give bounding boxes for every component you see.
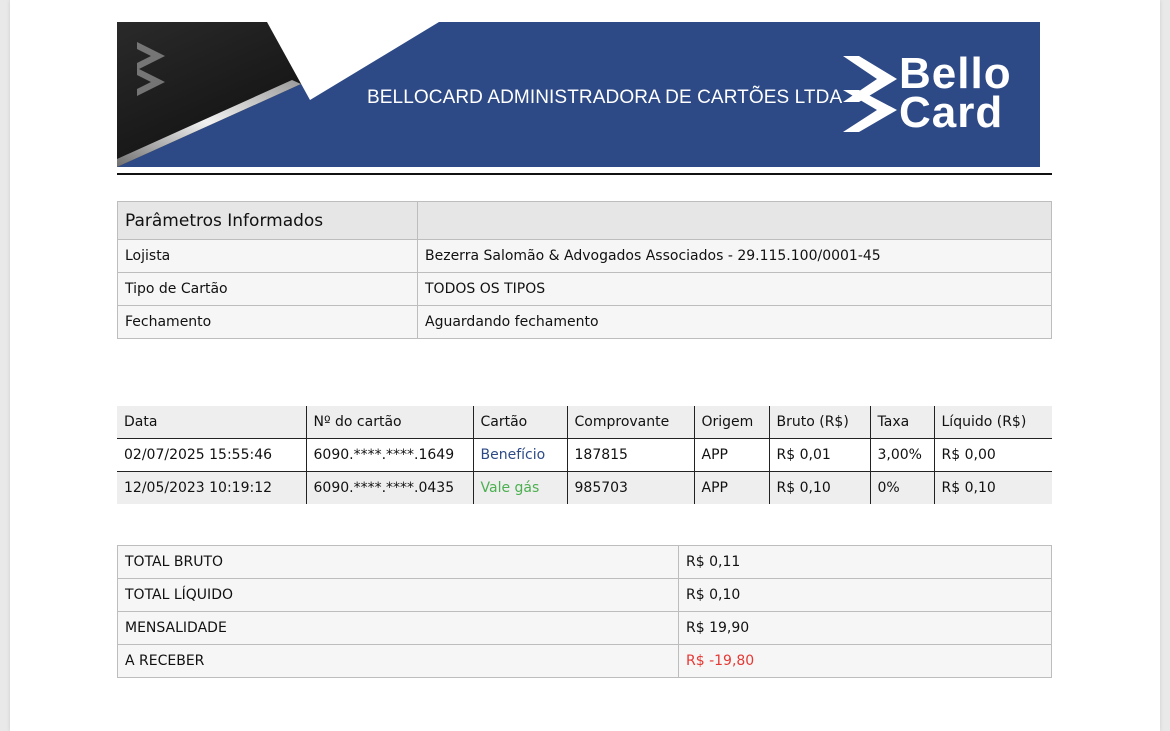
logo-chevron-icon [839, 52, 901, 137]
col-header-liquido: Líquido (R$) [934, 406, 1052, 439]
company-name: BELLOCARD ADMINISTRADORA DE CARTÕES LTDA [367, 87, 843, 108]
total-bruto-value: R$ 0,11 [679, 546, 1052, 579]
totals-row [118, 579, 1052, 612]
a-receber-label: A RECEBER [118, 645, 679, 678]
total-liquido-label: TOTAL LÍQUIDO [118, 579, 679, 612]
table-row [117, 439, 1052, 472]
cell-comprovante: 985703 [567, 472, 694, 505]
cell-origem: APP [694, 472, 769, 505]
header-divider [117, 173, 1052, 175]
totals-table [117, 545, 1052, 678]
header-banner [117, 22, 1040, 167]
param-label-lojista: Lojista [118, 240, 418, 273]
logo-text-line2: Card [899, 88, 1004, 137]
parameters-header-empty [418, 202, 1052, 240]
parameters-row [118, 273, 1052, 306]
cell-bruto: R$ 0,01 [769, 439, 870, 472]
cell-taxa: 0% [870, 472, 934, 505]
col-header-comprovante: Comprovante [567, 406, 694, 439]
cell-liquido: R$ 0,00 [934, 439, 1052, 472]
cell-numero-cartao: 6090.****.****.0435 [306, 472, 473, 505]
cell-origem: APP [694, 439, 769, 472]
cell-cartao: Vale gás [473, 472, 567, 505]
param-value-tipo-cartao: TODOS OS TIPOS [418, 273, 1052, 306]
transactions-table [117, 406, 1052, 504]
cell-taxa: 3,00% [870, 439, 934, 472]
parameters-title: Parâmetros Informados [118, 202, 418, 240]
cell-data: 02/07/2025 15:55:46 [117, 439, 306, 472]
transactions-header-row [117, 406, 1052, 439]
total-bruto-label: TOTAL BRUTO [118, 546, 679, 579]
total-liquido-value: R$ 0,10 [679, 579, 1052, 612]
param-label-tipo-cartao: Tipo de Cartão [118, 273, 418, 306]
cell-numero-cartao: 6090.****.****.1649 [306, 439, 473, 472]
col-header-numero-cartao: Nº do cartão [306, 406, 473, 439]
cell-data: 12/05/2023 10:19:12 [117, 472, 306, 505]
a-receber-value: R$ -19,80 [679, 645, 1052, 678]
document-page [10, 0, 1160, 731]
col-header-origem: Origem [694, 406, 769, 439]
totals-row [118, 612, 1052, 645]
parameters-row [118, 240, 1052, 273]
mensalidade-value: R$ 19,90 [679, 612, 1052, 645]
cell-bruto: R$ 0,10 [769, 472, 870, 505]
parameters-row [118, 306, 1052, 339]
parameters-table [117, 201, 1052, 339]
col-header-bruto: Bruto (R$) [769, 406, 870, 439]
cell-cartao: Benefício [473, 439, 567, 472]
table-row [117, 472, 1052, 505]
col-header-cartao: Cartão [473, 406, 567, 439]
cell-comprovante: 187815 [567, 439, 694, 472]
bellocard-logo [839, 49, 1019, 137]
logo-text-line1: Bello [899, 49, 1012, 98]
parameters-header-row [118, 202, 1052, 240]
totals-row [118, 645, 1052, 678]
col-header-data: Data [117, 406, 306, 439]
col-header-taxa: Taxa [870, 406, 934, 439]
cell-liquido: R$ 0,10 [934, 472, 1052, 505]
mensalidade-label: MENSALIDADE [118, 612, 679, 645]
param-label-fechamento: Fechamento [118, 306, 418, 339]
param-value-fechamento: Aguardando fechamento [418, 306, 1052, 339]
totals-row [118, 546, 1052, 579]
param-value-lojista: Bezerra Salomão & Advogados Associados - 29.115.100/0001-45 [418, 240, 1052, 273]
